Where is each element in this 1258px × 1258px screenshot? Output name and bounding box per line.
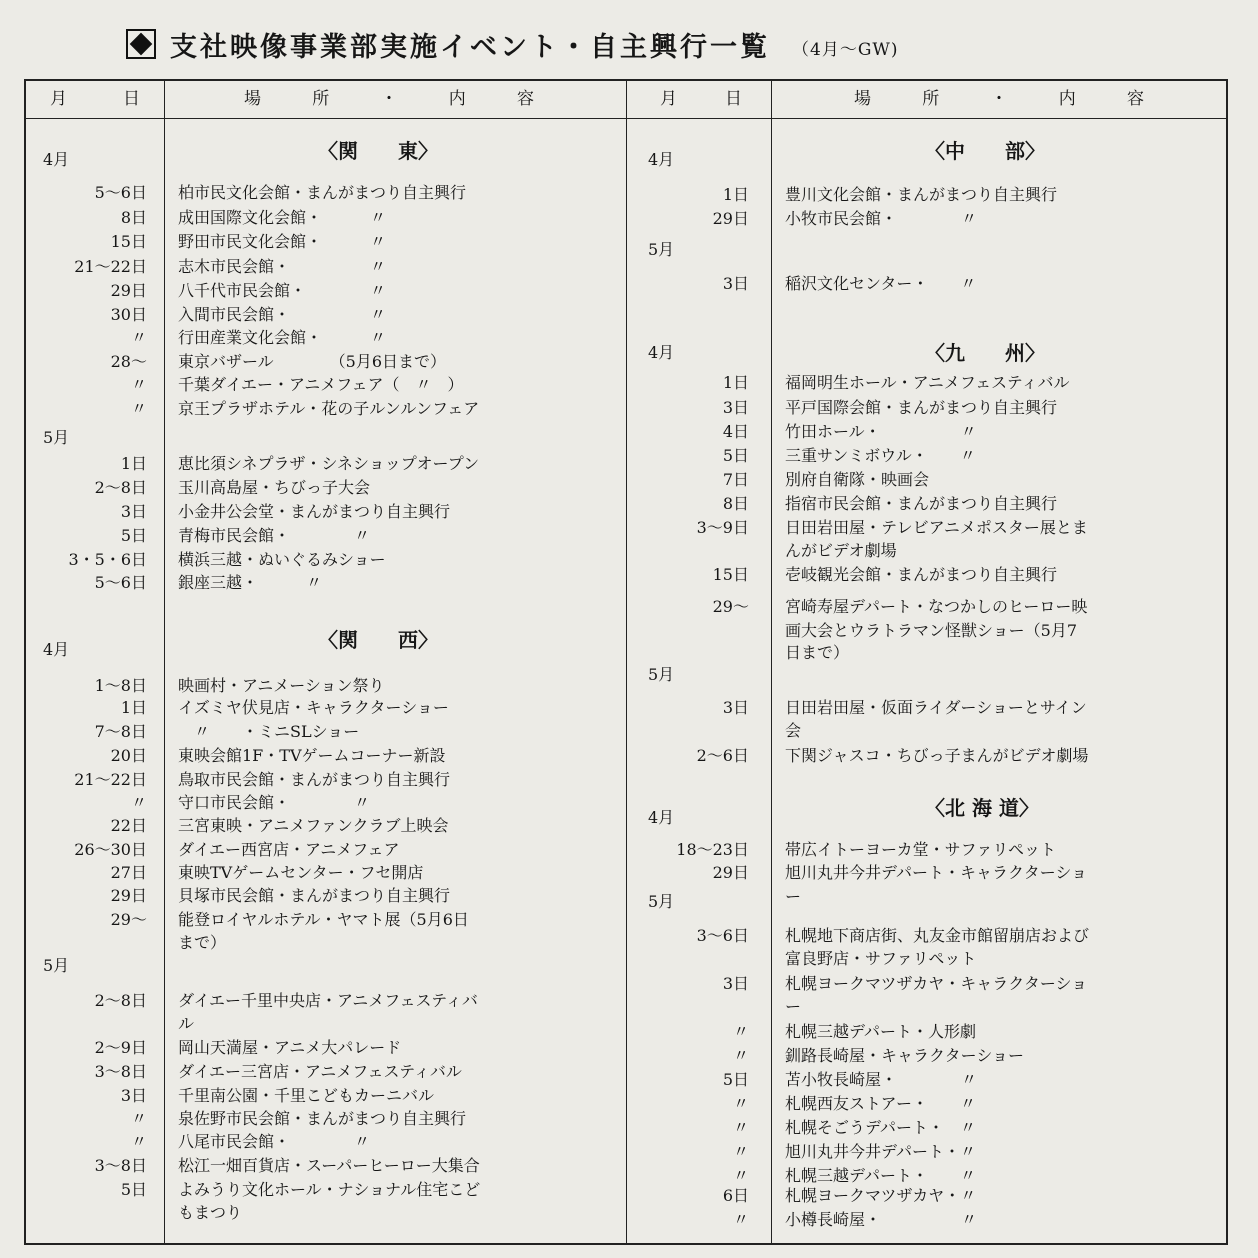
event-date: 15日 xyxy=(110,232,147,251)
event-description: 小樽長崎屋・ 〃 xyxy=(785,1210,978,1229)
month-label: 4月 xyxy=(648,343,675,362)
event-date: 15日 xyxy=(712,565,749,584)
event-description: ダイエー千里中央店・アニメフェスティバ xyxy=(178,991,478,1010)
title-subtitle: （4月～GW) xyxy=(792,39,899,60)
event-date: 3日 xyxy=(120,502,147,521)
event-date: 3・5・6日 xyxy=(68,550,147,569)
header-date-right: 月 日 xyxy=(660,89,742,109)
event-description: 日田岩田屋・仮面ライダーショーとサイン xyxy=(785,698,1087,717)
event-date: 〃 xyxy=(732,1142,749,1161)
event-date: 26～30日 xyxy=(74,840,147,859)
event-description: 指宿市民会館・まんがまつり自主興行 xyxy=(785,494,1058,513)
event-date: 3日 xyxy=(722,398,749,417)
event-description: 札幌西友ストアー・ 〃 xyxy=(785,1094,977,1113)
event-description: 三宮東映・アニメファンクラブ上映会 xyxy=(178,816,449,835)
event-description: 野田市民文化会館・ 〃 xyxy=(178,232,387,251)
event-description: 札幌三越デパート・人形劇 xyxy=(785,1022,977,1041)
event-date: 3日 xyxy=(722,698,749,717)
event-description: 福岡明生ホール・アニメフェスティバル xyxy=(785,373,1070,392)
event-date: 29日 xyxy=(712,209,749,228)
event-description: 旭川丸井今井デパート・〃 xyxy=(785,1142,977,1161)
event-description: 苫小牧長崎屋・ 〃 xyxy=(785,1070,978,1089)
event-date: 〃 xyxy=(130,1109,147,1128)
event-date: 〃 xyxy=(130,375,147,394)
column-divider xyxy=(626,81,627,1243)
event-description: 千葉ダイエー・アニメフェア（ 〃 ） xyxy=(178,375,464,394)
event-description: 入間市民会館・ 〃 xyxy=(178,305,387,324)
event-date: 7日 xyxy=(722,470,749,489)
event-description: 日田岩田屋・テレビアニメポスター展とま xyxy=(785,518,1088,537)
event-date: 〃 xyxy=(130,328,147,347)
event-description: 稲沢文化センター・ 〃 xyxy=(785,274,977,293)
event-date: 22日 xyxy=(110,816,147,835)
event-description: ル xyxy=(178,1014,195,1033)
event-date: 〃 xyxy=(732,1094,749,1113)
event-description: 東映TVゲームセンター・フセ開店 xyxy=(178,863,424,882)
event-date: 28～ xyxy=(110,352,147,371)
event-description: 平戸国際会館・まんがまつり自主興行 xyxy=(785,398,1058,417)
event-date: 4日 xyxy=(722,422,749,441)
event-date: 20日 xyxy=(110,746,147,765)
month-label: 5月 xyxy=(43,428,70,447)
event-date: 3～6日 xyxy=(696,926,749,945)
month-label: 5月 xyxy=(648,892,675,911)
event-date: 29～ xyxy=(712,597,749,616)
event-description: 京王プラザホテル・花の子ルンルンフェア xyxy=(178,399,480,418)
event-description: 札幌ヨークマツザカヤ・〃 xyxy=(785,1186,977,1205)
event-description: 帯広イトーヨーカ堂・サファリペット xyxy=(785,840,1057,859)
event-description: 東映会館1F・TVゲームコーナー新設 xyxy=(178,746,446,765)
event-date: 1日 xyxy=(722,373,749,392)
event-description: よみうり文化ホール・ナショナル住宅こど xyxy=(178,1180,481,1199)
event-description: もまつり xyxy=(178,1203,243,1222)
region-heading: 〈北 海 道〉 xyxy=(925,796,1039,820)
event-description: 玉川高島屋・ちびっ子大会 xyxy=(178,478,371,497)
event-description: ダイエー西宮店・アニメフェア xyxy=(178,840,400,859)
event-description: 鳥取市民会館・まんがまつり自主興行 xyxy=(178,770,451,789)
event-date: 27日 xyxy=(110,863,147,882)
event-date: 3日 xyxy=(120,1086,147,1105)
month-label: 4月 xyxy=(43,150,70,169)
event-date: 3～8日 xyxy=(94,1156,147,1175)
event-description: 青梅市民会館・ 〃 xyxy=(178,526,371,545)
month-label: 4月 xyxy=(648,150,675,169)
event-description: 下関ジャスコ・ちびっ子まんがビデオ劇場 xyxy=(785,746,1089,765)
event-date: 29日 xyxy=(712,863,749,882)
event-description: 能登ロイヤルホテル・ヤマト展（5月6日 xyxy=(178,910,469,929)
event-description: 岡山天満屋・アニメ大パレード xyxy=(178,1038,402,1057)
event-description: 八千代市民会館・ 〃 xyxy=(178,281,387,300)
event-date: 3日 xyxy=(722,274,749,293)
event-date: 21～22日 xyxy=(74,770,147,789)
event-date: 〃 xyxy=(732,1046,749,1065)
page-title xyxy=(126,22,899,66)
event-date: 29～ xyxy=(110,910,147,929)
event-date: 1～8日 xyxy=(94,676,147,695)
event-description: 小牧市民会館・ 〃 xyxy=(785,209,978,228)
region-heading: 〈九 州〉 xyxy=(925,341,1045,365)
event-description: 泉佐野市民会館・まんがまつり自主興行 xyxy=(178,1109,467,1128)
event-description: 恵比須シネプラザ・シネショップオープン xyxy=(178,454,480,473)
event-date: 1日 xyxy=(120,698,147,717)
event-description: 札幌ヨークマツザカヤ・キャラクターショ xyxy=(785,974,1088,993)
event-date: 5日 xyxy=(722,446,749,465)
event-date: 2～9日 xyxy=(94,1038,147,1057)
event-date: 6日 xyxy=(722,1186,749,1205)
event-date: 〃 xyxy=(732,1210,749,1229)
event-date: 18～23日 xyxy=(676,840,749,859)
month-label: 5月 xyxy=(648,240,675,259)
event-date: 〃 xyxy=(130,793,147,812)
month-label: 4月 xyxy=(648,808,675,827)
event-description: 東京バザール （5月6日まで） xyxy=(178,352,447,371)
event-date: 5～6日 xyxy=(94,183,147,202)
event-description: 行田産業文化会館・ 〃 xyxy=(178,328,387,347)
month-label: 4月 xyxy=(43,640,70,659)
event-date: 3日 xyxy=(722,974,749,993)
diamond-in-square-icon xyxy=(126,29,156,59)
event-description: んがビデオ劇場 xyxy=(785,541,897,560)
event-date: 7～8日 xyxy=(94,722,147,741)
event-date: 2～8日 xyxy=(94,991,147,1010)
event-date: 1日 xyxy=(120,454,147,473)
event-description: ダイエー三宮店・アニメフェスティバル xyxy=(178,1062,462,1081)
header-content-left: 場 所 ・ 内 容 xyxy=(244,89,534,109)
event-description: 柏市民文化会館・まんがまつり自主興行 xyxy=(178,183,467,202)
event-date: 2～8日 xyxy=(94,478,147,497)
event-date: 2～6日 xyxy=(696,746,749,765)
region-heading: 〈関 西〉 xyxy=(318,628,438,652)
event-description: 別府自衛隊・映画会 xyxy=(785,470,930,489)
event-description: 成田国際文化会館・ 〃 xyxy=(178,208,387,227)
event-description: 貝塚市民会館・まんがまつり自主興行 xyxy=(178,886,451,905)
event-description: 竹田ホール・ 〃 xyxy=(785,422,977,441)
event-description: ー xyxy=(785,997,802,1016)
event-description: 銀座三越・ 〃 xyxy=(178,573,323,592)
event-description: 豊川文化会館・まんがまつり自主興行 xyxy=(785,185,1058,204)
month-label: 5月 xyxy=(648,665,675,684)
event-description: 釧路長崎屋・キャラクターショー xyxy=(785,1046,1025,1065)
event-description: 横浜三越・ぬいぐるみショー xyxy=(178,550,386,569)
event-description: まで） xyxy=(178,933,227,952)
event-date: 29日 xyxy=(110,886,147,905)
event-description: 松江一畑百貨店・スーパーヒーロー大集合 xyxy=(178,1156,480,1175)
header-date-left: 月 日 xyxy=(50,89,140,109)
event-description: 日まで） xyxy=(785,643,850,662)
event-date: 5日 xyxy=(722,1070,749,1089)
event-description: 志木市民会館・ 〃 xyxy=(178,257,387,276)
event-description: 札幌三越デパート・ 〃 xyxy=(785,1166,977,1185)
event-date: 3～8日 xyxy=(94,1062,147,1081)
header-divider xyxy=(26,118,1226,119)
event-date: 8日 xyxy=(120,208,147,227)
event-description: 壱岐観光会館・まんがまつり自主興行 xyxy=(785,565,1058,584)
event-date: 30日 xyxy=(110,305,147,324)
event-description: イズミヤ伏見店・キャラクターショー xyxy=(178,698,449,717)
event-description: 札幌地下商店街、丸友金市館留崩店および xyxy=(785,926,1090,945)
event-date: 29日 xyxy=(110,281,147,300)
event-date: 〃 xyxy=(732,1166,749,1185)
event-date: 5日 xyxy=(120,1180,147,1199)
event-description: 小金井公会堂・まんがまつり自主興行 xyxy=(178,502,451,521)
column-divider xyxy=(164,81,165,1243)
event-description: 〃 ・ミニSLショー xyxy=(178,722,360,741)
event-date: 21～22日 xyxy=(74,257,147,276)
event-date: 5日 xyxy=(120,526,147,545)
header-content-right: 場 所 ・ 内 容 xyxy=(854,89,1144,109)
event-description: 千里南公園・千里こどもカーニバル xyxy=(178,1086,435,1105)
event-description: 映画村・アニメーション祭り xyxy=(178,676,385,695)
month-label: 5月 xyxy=(43,956,70,975)
event-description: 八尾市民会館・ 〃 xyxy=(178,1132,371,1151)
event-description: 守口市民会館・ 〃 xyxy=(178,793,371,812)
event-description: ー xyxy=(785,887,802,906)
event-date: 3～9日 xyxy=(696,518,749,537)
event-date: 8日 xyxy=(722,494,749,513)
event-date: 〃 xyxy=(732,1022,749,1041)
event-date: 〃 xyxy=(130,1132,147,1151)
event-description: 札幌そごうデパート・ 〃 xyxy=(785,1118,977,1137)
event-description: 旭川丸井今井デパート・キャラクターショ xyxy=(785,863,1088,882)
event-description: 富良野店・サファリペット xyxy=(785,949,977,968)
event-description: 三重サンミボウル・ 〃 xyxy=(785,446,976,465)
event-description: 会 xyxy=(785,721,802,740)
event-description: 宮崎寿屋デパート・なつかしのヒーロー映 xyxy=(785,597,1088,616)
title-text: 支社映像事業部実施イベント・自主興行一覧 xyxy=(170,31,770,63)
event-date: 5～6日 xyxy=(94,573,147,592)
column-divider xyxy=(771,81,772,1243)
event-date: 〃 xyxy=(130,399,147,418)
event-date: 〃 xyxy=(732,1118,749,1137)
region-heading: 〈中 部〉 xyxy=(925,139,1045,163)
event-date: 1日 xyxy=(722,185,749,204)
event-description: 画大会とウラトラマン怪獣ショー（5月7 xyxy=(785,621,1078,640)
region-heading: 〈関 東〉 xyxy=(318,139,438,163)
